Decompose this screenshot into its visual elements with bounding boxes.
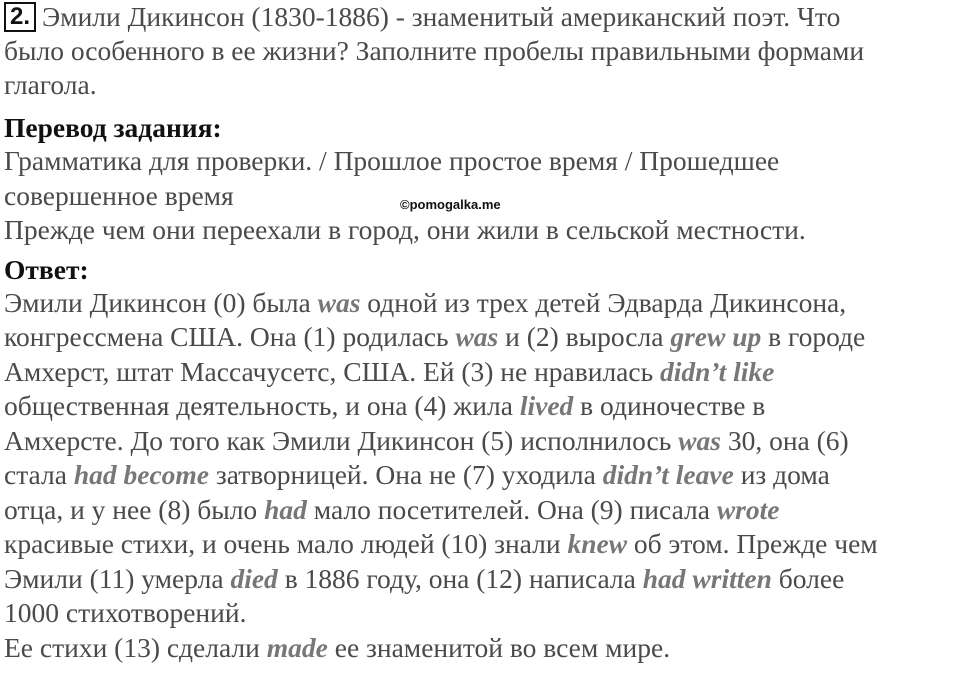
translation-line-1: Грамматика для проверки. / Прошлое простое время / Прошедшее (4, 145, 780, 176)
translation-line-2: совершенное время (4, 179, 234, 211)
answer-text: Эмили (11) умерла (4, 562, 231, 594)
watermark: ©pomogalka.me (400, 197, 501, 212)
answer-text: об этом. Прежде чем (627, 528, 878, 559)
answer-verb: knew (567, 528, 628, 559)
answer-text: Ее стихи (13) сделали (4, 631, 267, 663)
answer-text: одной из трех детей Эдварда Дикинсона, (360, 286, 847, 318)
answer-line-2 (4, 320, 954, 355)
answer-text: красивые стихи, и очень мало людей (10) знали (4, 528, 568, 559)
answer-verb: grew up (670, 321, 762, 352)
task-text-1: Эмили Дикинсон (1830-1886) - знаменитый американский поэт. Что (42, 1, 841, 32)
answer-text: общественная деятельность, и она (4) жила (4, 390, 520, 421)
answer-line-7 (4, 493, 954, 528)
answer-text: мало посетителей. Она (9) писала (306, 493, 717, 525)
answer-verb: didn’t like (660, 355, 775, 387)
translation-heading: Перевод задания: (4, 112, 222, 143)
answer-line-1 (4, 286, 954, 321)
answer-text: в одиночестве в (573, 390, 766, 421)
answer-text: Амхерсте. До того как Эмили Дикинсон (5) исполнилось (4, 424, 679, 456)
answer-text: из дома (733, 459, 830, 490)
answer-text: Эмили Дикинсон (0) была (4, 286, 318, 318)
answer-line-8 (4, 527, 954, 562)
answer-text: и (2) выросла (498, 321, 671, 352)
task-line-1 (4, 0, 954, 34)
answer-verb: made (266, 631, 328, 663)
answer-text: 30, она (6) (720, 424, 849, 456)
answer-line-10: 1000 стихотворений. (4, 597, 247, 628)
answer-verb: was (678, 424, 721, 456)
answer-verb: was (317, 286, 361, 318)
answer-line-9 (4, 562, 954, 597)
answer-text: в городе (761, 321, 866, 352)
translation-line-3: Прежде чем они переехали в город, они жили в сельской местности. (4, 214, 806, 245)
answer-text: конгрессмена США. Она (1) родилась (4, 321, 456, 352)
task-line-2: было особенного в ее жизни? Заполните пробелы правильными формами (4, 35, 865, 66)
answer-verb: lived (519, 390, 574, 421)
answer-text: отца, и у нее (8) было (4, 493, 265, 525)
answer-text: стала (4, 459, 74, 490)
answer-verb: didn’t leave (602, 459, 734, 490)
answer-text: в 1886 году, она (12) написала (277, 562, 643, 594)
answer-line-3 (4, 355, 954, 390)
answer-line-5 (4, 424, 954, 459)
answer-verb: was (455, 321, 499, 352)
task-number-box: 2. (4, 2, 36, 32)
answer-text: затворницей. Она не (7) уходила (209, 459, 603, 490)
answer-text: Амхерст, штат Массачусетс, США. Ей (3) не нравилась (4, 355, 660, 387)
answer-verb: had become (73, 459, 209, 490)
task-line-3: глагола. (4, 69, 97, 100)
answer-verb: had written (642, 562, 772, 594)
answer-text: ее знаменитой во всем мире. (327, 631, 671, 663)
answer-line-11 (4, 631, 954, 666)
answer-verb: died (230, 562, 278, 594)
answer-heading: Ответ: (4, 253, 89, 285)
answer-text: более (771, 562, 845, 594)
answer-line-6 (4, 458, 954, 493)
answer-line-4 (4, 389, 954, 424)
answer-verb: had (264, 493, 307, 525)
answer-verb: wrote (716, 493, 780, 525)
exercise-page (4, 0, 954, 665)
